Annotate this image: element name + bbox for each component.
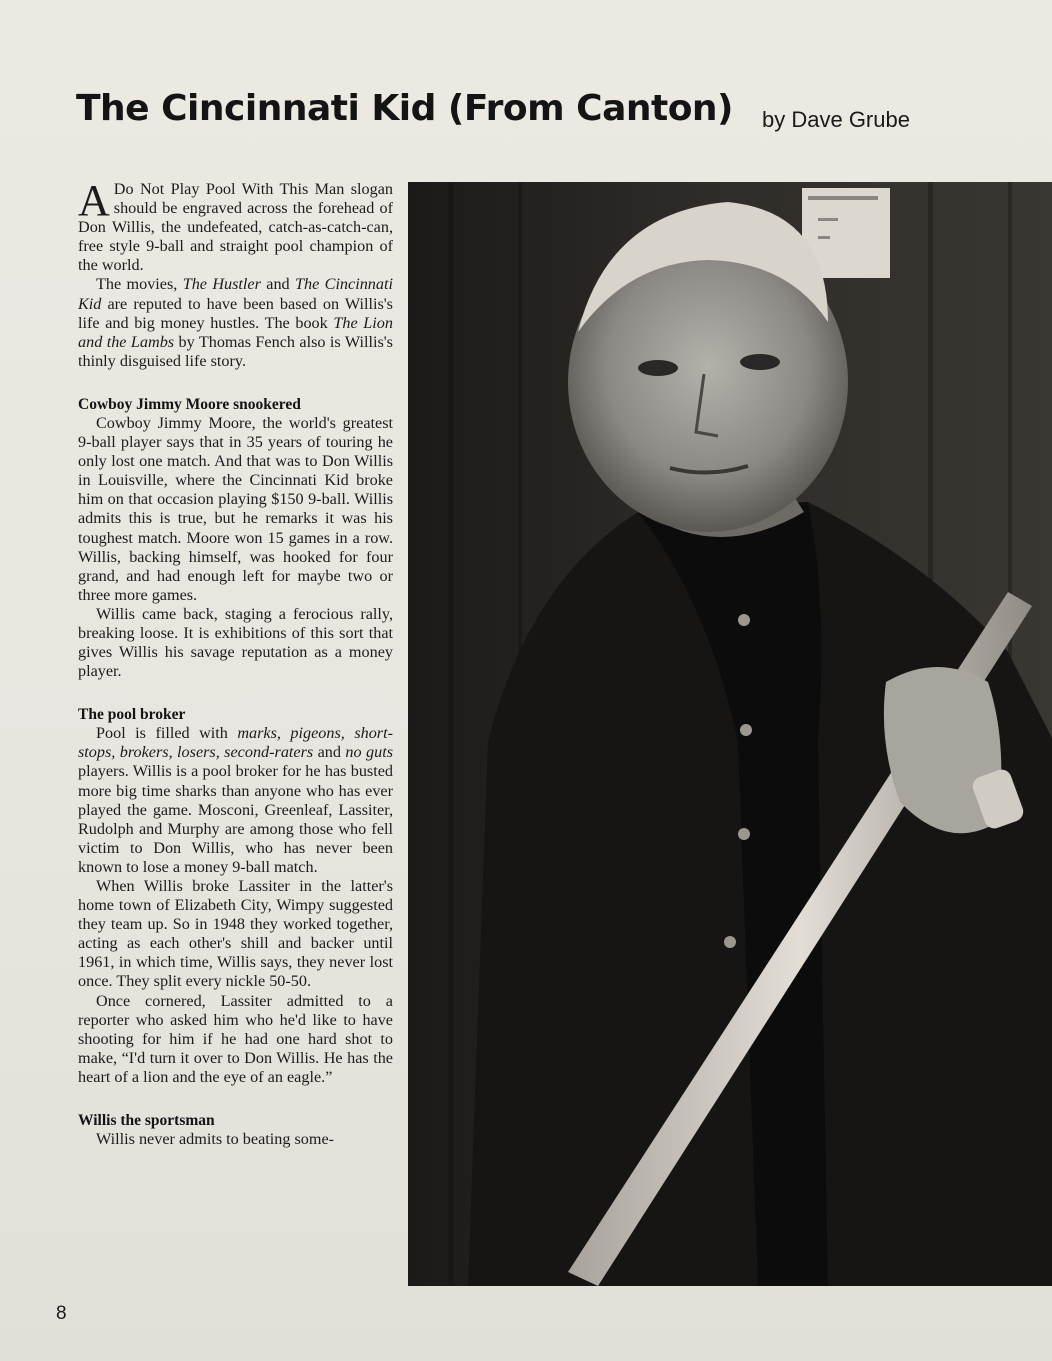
broker-paragraph-2: When Willis broke Lassiter in the latter's home town of Elizabeth City, Wimpy suggested they team up. So in 1948 they worked together, acting as each other's shill and backer until 1961, in which time, Willis says, they never lost once. They split every nickle 50-50.: [78, 877, 393, 991]
sportsman-paragraph: Willis never admits to beating some-: [96, 1130, 335, 1149]
intro-paragraph: A Do Not Play Pool With This Man slogan should be engraved across the forehead of Don Willis, the undefeated, catch-as-catch-can, free style 9-ball and straight pool champion of the world.: [78, 176, 393, 275]
byline: by Dave Grube: [762, 107, 910, 132]
broker-paragraph-3: Once cornered, Lassiter admitted to a reporter who asked him who he'd like to have shooting for him if he had one hard shot to make, “I'd turn it over to Don Willis. He has the heart of a lion and the eye of an eagle.”: [78, 991, 393, 1086]
moore-paragraph-2: Willis came back, staging a ferocious rally, breaking loose. It is exhibitions of this sort that gives Willis his savage reputation as a money player.: [78, 604, 393, 681]
movie-title-hustler: The Hustler: [182, 275, 261, 294]
broker-paragraph-1: Pool is filled with marks, pigeons, short-stops, brokers, losers, second-raters and no guts players. Willis is a pool broker for he has busted more big time sharks than anyone who has ever played the game. Mosconi, Greenleaf, Lassiter, Rudolph and Murphy are among those who fell victim to Don Willis, who has never been known to lose a money 9-ball match.: [78, 724, 393, 876]
page-number: 8: [56, 1303, 67, 1324]
section-heading-sportsman: Willis the sportsman: [78, 1112, 215, 1130]
article-title: The Cincinnati Kid (From Canton): [76, 88, 734, 129]
article-text-column: [78, 176, 393, 1149]
movie-title-cincinnati-kid: The Cincinnati Kid: [78, 275, 393, 313]
movies-paragraph: The movies, The Hustler and The Cincinnati Kid are reputed to have been based on Willis's life and big money hustles. The book The Lion and the Lambs by Thomas Fench also is Willis's thinly disguised life story.: [78, 275, 393, 370]
section-heading-broker: The pool broker: [78, 706, 186, 724]
portrait-photo: [408, 182, 1052, 1286]
moore-paragraph-1: Cowboy Jimmy Moore, the world's greatest 9-ball player says that in 35 years of touring he only lost one match. And that was to Don Willis in Louisville, where the Cincinnati Kid broke him on that occasion playing $150 9-ball. Willis admits this is true, but he remarks it was his toughest match. Moore won 15 games in a row. Willis, backing himself, was hooked for four grand, and had enough left for maybe two or three more games.: [78, 413, 393, 604]
section-heading-moore: Cowboy Jimmy Moore snookered: [78, 395, 301, 413]
drop-cap: A: [78, 176, 110, 225]
book-title: The Lion and the Lambs: [78, 313, 393, 351]
